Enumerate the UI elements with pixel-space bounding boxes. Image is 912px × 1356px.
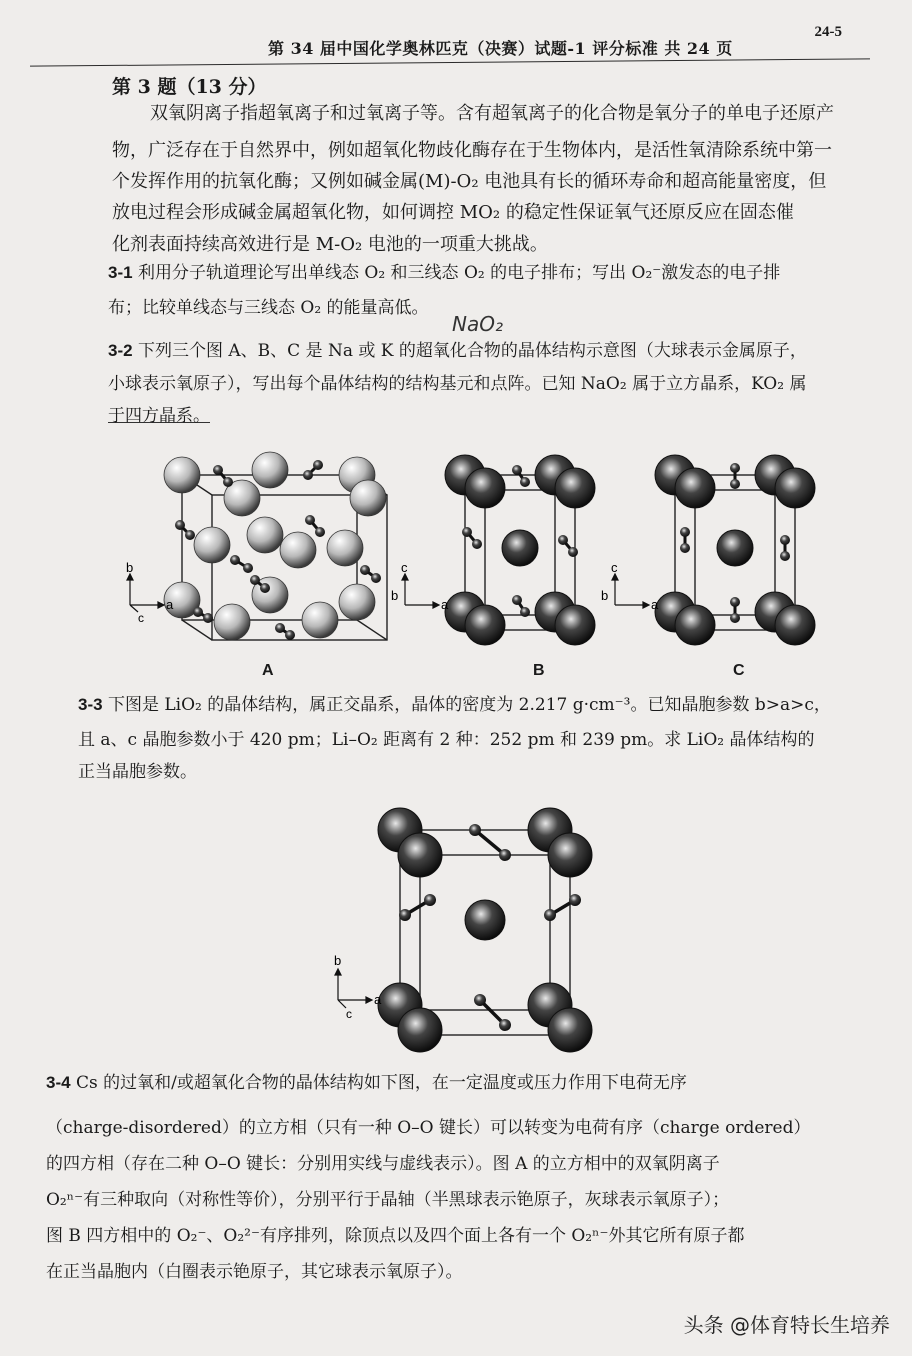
part-3-1-text-1: 利用分子轨道理论写出单线态 O₂ 和三线态 O₂ 的电子排布；写出 O₂⁻激发态的电子排 — [137, 263, 781, 283]
axis-b-label-b: b — [391, 588, 399, 603]
part-3-4-line-1 — [46, 1068, 687, 1098]
figure-label-a: A — [262, 662, 274, 679]
intro-line-1: 双氧阴离子指超氧离子和过氧离子等。含有超氧离子的化合物是氧分子的单电子还原产 — [150, 103, 834, 124]
part-3-1-line-2: 布；比较单线态与三线态 O₂ 的能量高低。 — [108, 298, 429, 318]
axis-a-label-b: a — [441, 597, 449, 612]
crystal-figure-b — [385, 440, 585, 650]
part-3-3-text-1: 下图是 LiO₂ 的晶体结构，属正交晶系，晶体的密度为 2.217 g·cm⁻³。已知晶胞参数 b>a>c， — [107, 695, 831, 715]
part-3-2-text-1: 下列三个图 A、B、C 是 Na 或 K 的超氧化合物的晶体结构示意图（大球表示金属原子， — [137, 341, 807, 361]
part-3-4-number: 3-4 — [46, 1073, 71, 1092]
watermark: 头条 @体育特长生培养 — [683, 1313, 890, 1337]
question-title: 第 3 题（13 分） — [112, 76, 267, 98]
part-3-4-line-6: 在正当晶胞内（白圈表示铯原子，其它球表示氧原子）。 — [46, 1262, 463, 1282]
part-3-3-number: 3-3 — [78, 695, 103, 714]
lio2-crystal-figure — [320, 800, 600, 1050]
part-3-2-line-3: 于四方晶系。 — [108, 406, 210, 426]
figure-label-b: B — [533, 662, 545, 679]
part-3-2-line-2: 小球表示氧原子），写出每个晶体结构的结构基元和点阵。已知 NaO₂ 属于立方晶系，KO₂ 属 — [108, 374, 807, 394]
header-title: 第 34 届中国化学奥林匹克（决赛）试题-1 评分标准 共 24 页 — [268, 39, 733, 58]
crystal-figure-a — [120, 440, 400, 660]
intro-line-4: 放电过程会形成碱金属超氧化物，如何调控 MO₂ 的稳定性保证氧气还原反应在固态催 — [112, 202, 794, 223]
axis-c-label-a: c — [138, 611, 144, 625]
intro-line-2: 物，广泛存在于自然界中，例如超氧化物歧化酶存在于生物体内，是活性氧清除系统中第一 — [112, 140, 832, 161]
page-number: 24-5 — [814, 24, 842, 40]
part-3-4-line-4: O₂ⁿ⁻有三种取向（对称性等价），分别平行于晶轴（半黑球表示铯原子，灰球表示氧原子）； — [46, 1190, 730, 1210]
axis-a-label-lio2: a — [374, 992, 382, 1007]
header-divider — [30, 58, 870, 66]
axis-a-label-a: a — [166, 597, 174, 612]
part-3-2-number: 3-2 — [108, 341, 133, 360]
intro-line-5: 化剂表面持续高效进行是 M-O₂ 电池的一项重大挑战。 — [112, 234, 548, 255]
axis-b-label-a: b — [126, 560, 134, 575]
part-3-1-number: 3-1 — [108, 263, 133, 282]
part-3-4-line-2: （charge-disordered）的立方相（只有一种 O–O 键长）可以转变为电荷有序（charge ordered） — [46, 1118, 811, 1138]
axis-c-label-lio2: c — [346, 1007, 352, 1021]
part-3-3-line-3: 正当晶胞参数。 — [78, 762, 197, 782]
part-3-4-line-3: 的四方相（存在二种 O–O 键长：分别用实线与虚线表示）。图 A 的立方相中的双氧阴离子 — [46, 1154, 720, 1174]
handwritten-note: NaO₂ — [452, 312, 503, 336]
part-3-3-line-1 — [78, 690, 831, 720]
part-3-4-text-1: Cs 的过氧和/或超氧化合物的晶体结构如下图，在一定温度或压力作用下电荷无序 — [75, 1073, 687, 1093]
axis-c-label-b: c — [401, 560, 408, 575]
figure-label-c: C — [733, 662, 745, 679]
part-3-4-line-5: 图 B 四方相中的 O₂⁻、O₂²⁻有序排列，除顶点以及四个面上各有一个 O₂ⁿ⁻外其它所有原子都 — [46, 1226, 745, 1246]
axis-c-label-c: c — [611, 560, 618, 575]
axis-b-label-lio2: b — [334, 953, 342, 968]
crystal-figure-c — [600, 440, 820, 650]
intro-line-3: 个发挥作用的抗氧化酶；又例如碱金属(M)-O₂ 电池具有长的循环寿命和超高能量密度，但 — [112, 171, 827, 192]
part-3-2-line-1 — [108, 336, 807, 366]
part-3-3-line-2: 且 a、c 晶胞参数小于 420 pm；Li–O₂ 距离有 2 种：252 pm 和 239 pm。求 LiO₂ 晶体结构的 — [78, 730, 815, 750]
axis-a-label-c: a — [651, 597, 659, 612]
part-3-1-line-1 — [108, 258, 780, 288]
axis-b-label-c: b — [601, 588, 609, 603]
